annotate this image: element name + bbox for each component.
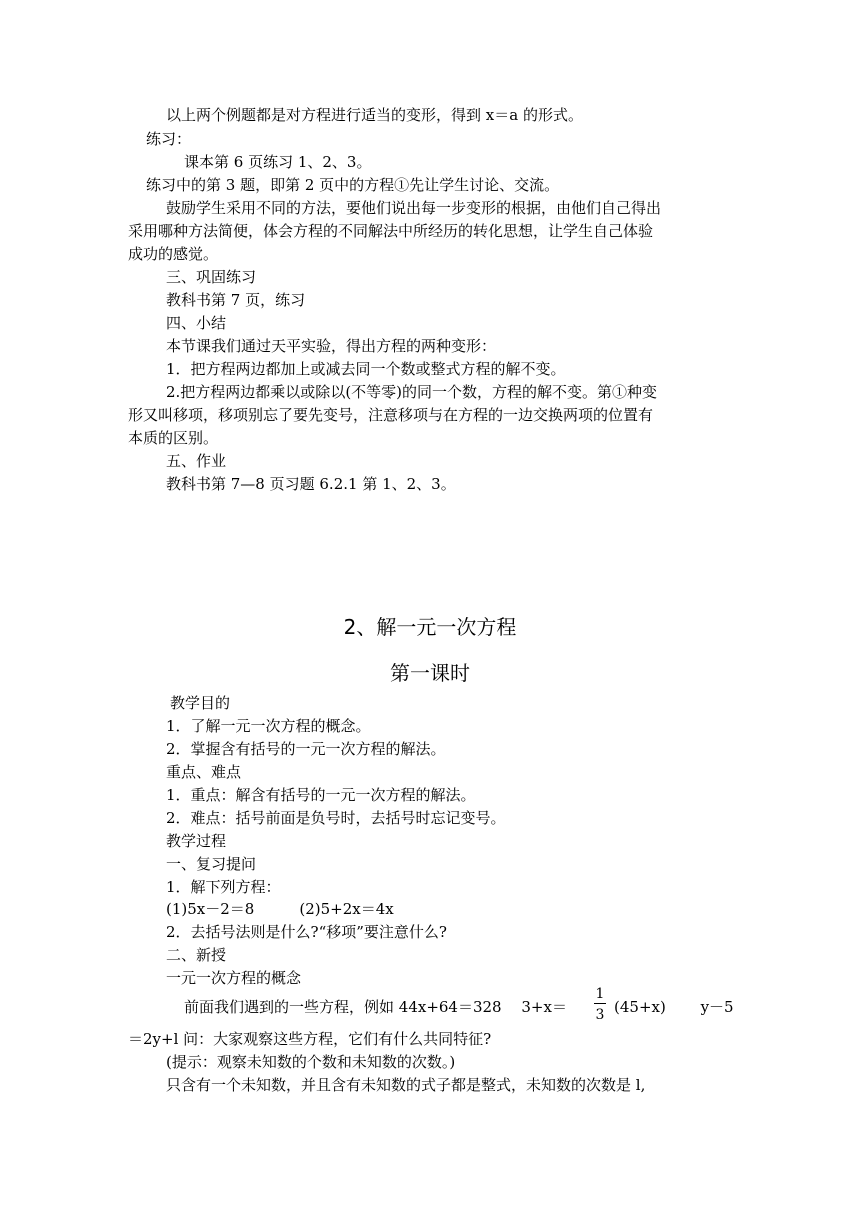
fraction-denominator: 3: [595, 1007, 605, 1023]
text-line: 一、复习提问: [166, 855, 257, 873]
text-line: 以上两个例题都是对方程进行适当的变形，得到 x＝a 的形式。: [166, 106, 583, 124]
text-line: 1．重点：解含有括号的一元一次方程的解法。: [166, 786, 476, 804]
text-line: (提示：观察未知数的个数和未知数的次数。): [166, 1053, 456, 1071]
example-equations-part2: (45+x) y－5: [614, 998, 734, 1016]
text-line: 2．去括号法则是什么?“移项”要注意什么?: [166, 923, 447, 941]
text-line: 三、巩固练习: [166, 268, 257, 286]
fraction-bar: [594, 1003, 606, 1004]
text-line: 教科书第 7—8 页习题 6.2.1 第 1、2、3。: [166, 475, 456, 493]
text-line: 一元一次方程的概念: [166, 969, 302, 987]
text-line: 重点、难点: [166, 763, 242, 781]
text-line: 教科书第 7 页，练习: [166, 291, 306, 309]
text-line: 教学过程: [166, 832, 227, 850]
text-line: 练习中的第 3 题，即第 2 页中的方程①先让学生讨论、交流。: [146, 176, 560, 194]
text-line: 采用哪种方法简便，体会方程的不同解法中所经历的转化思想，让学生自己体验: [128, 222, 654, 240]
text-line: 成功的感觉。: [128, 245, 219, 263]
text-line: 2．难点：括号前面是负号时，去括号时忘记变号。: [166, 809, 506, 827]
text-line: 课本第 6 页练习 1、2、3。: [184, 153, 372, 171]
text-line: 二、新授: [166, 946, 227, 964]
fraction-numerator: 1: [595, 986, 605, 1002]
lesson-subtitle: 第一课时: [390, 661, 470, 685]
text-line: 四、小结: [166, 314, 227, 332]
text-line: 1．解下列方程：: [166, 878, 281, 896]
text-line: 1．了解一元一次方程的概念。: [166, 717, 371, 735]
equation-line: (1)5x－2＝8 (2)5+2x＝4x: [166, 900, 394, 918]
text-line: 本节课我们通过天平实验，得出方程的两种变形：: [166, 337, 497, 355]
text-line: 2.把方程两边都乘以或除以(不等零)的同一个数，方程的解不变。第①种变: [166, 383, 658, 401]
text-line: 五、作业: [166, 452, 227, 470]
text-line: 2．掌握含有括号的一元一次方程的解法。: [166, 740, 446, 758]
text-line: 鼓励学生采用不同的方法，要他们说出每一步变形的根据，由他们自己得出: [166, 199, 662, 217]
text-line: 只含有一个未知数，并且含有未知数的式子都是整式，未知数的次数是 l,: [166, 1076, 646, 1094]
text-line: 形又叫移项，移项别忘了要先变号，注意移项与在方程的一边交换两项的位置有: [128, 406, 654, 424]
text-line: ＝2y+l 问：大家观察这些方程，它们有什么共同特征?: [128, 1030, 492, 1048]
chapter-title: 2、解一元一次方程: [343, 615, 517, 639]
text-line: 本质的区别。: [128, 429, 219, 447]
example-equations-part1: 前面我们遇到的一些方程，例如 44x+64＝328 3+x＝: [184, 998, 567, 1016]
text-line: 练习：: [146, 130, 192, 148]
text-line: 1．把方程两边都加上或减去同一个数或整式方程的解不变。: [166, 360, 566, 378]
text-line: 教学目的: [170, 694, 231, 712]
